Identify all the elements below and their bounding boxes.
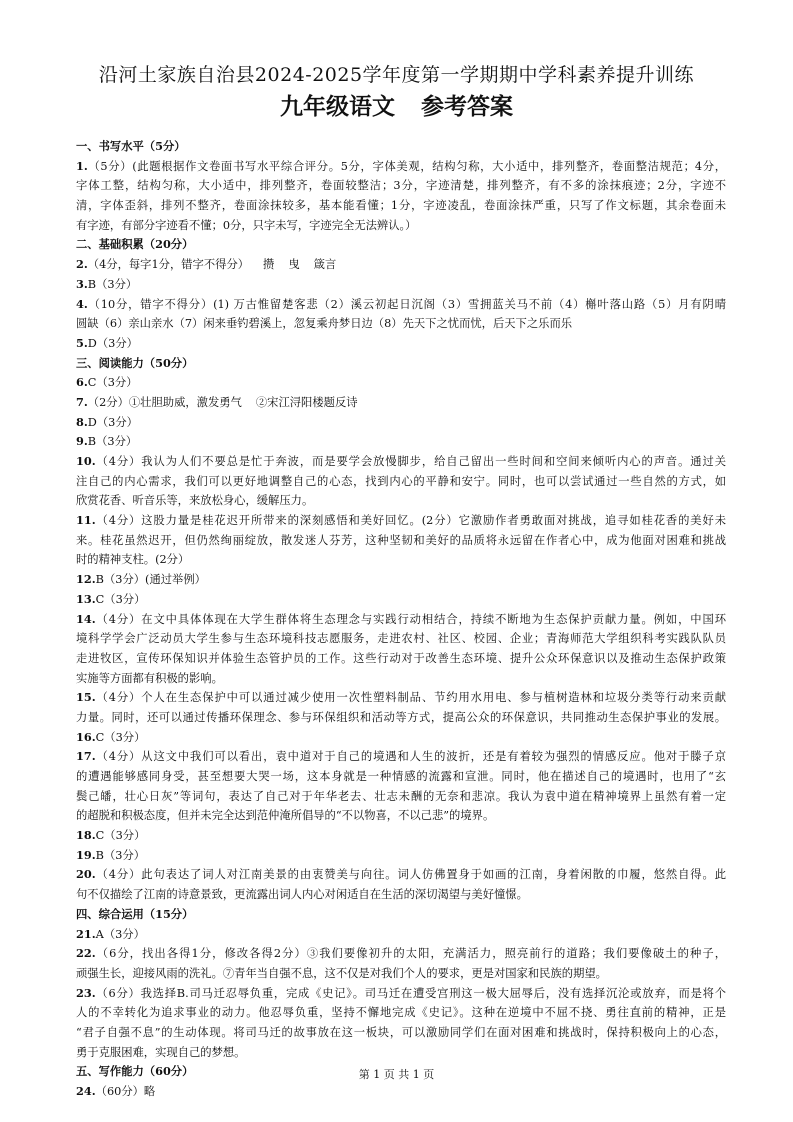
question-number: 9. — [76, 434, 88, 449]
answer-text: （4分）个人在生态保护中可以通过减少使用一次性塑料制品、节约用水用电、参与植树造林和垃圾分类等行动来贡献 — [95, 691, 726, 705]
question-number: 4. — [76, 296, 88, 311]
answer-text: “君子自强不息”的生动体现。将司马迁的故事放在这一板块，可以激励同学们在面对困难和挑战时，保持积极向上的心态， — [76, 1025, 726, 1039]
section-title: 一、书写水平（5分） — [76, 139, 186, 153]
answer-line — [76, 314, 726, 334]
answer-text: （4分）在文中具体体现在大学生群体将生态理念与实践行动相结合，持续不断地为生态保护贡献力量。例如，中国环 — [95, 612, 726, 626]
answer-line — [76, 767, 726, 787]
answer-line — [76, 531, 726, 551]
answer-line — [76, 255, 726, 275]
answer-word: ②宋江浔阳楼题反诗 — [255, 395, 358, 409]
answer-line — [76, 511, 726, 531]
answer-text: （4分）此句表达了词人对江南美景的由衷赞美与向往。词人仿佛置身于如画的江南，身着闲散的巾履，悠然自得。此 — [95, 868, 726, 882]
answer-line — [76, 393, 726, 413]
answer-text: （6分，找出各得1分，修改各得2分）③我们要像初升的太阳，充满活力，照亮前行的道路；我们要像破土的种子， — [95, 947, 726, 961]
answer-text: 有字迹，有部分字迹看不懂；0分，只字未写，字迹完全无法辨认。） — [76, 218, 417, 232]
answer-line — [76, 550, 726, 570]
question-number: 5. — [76, 335, 88, 350]
answer-line — [76, 964, 726, 984]
answer-line — [76, 275, 726, 295]
answer-text: 圆缺（6）亲山亲水（7）闲来垂钓碧溪上，忽复乘舟梦日边（8）先天下之忧而忧，后天下之乐而乐 — [76, 317, 573, 331]
question-number: 10. — [76, 454, 96, 468]
section-heading — [76, 354, 726, 374]
answer-text: B（3分） — [95, 848, 146, 862]
answer-line — [76, 885, 726, 905]
answer-text: （4分）我认为人们不要总是忙于奔波，而是要学会放慢脚步，给自己留出一些时间和空间来倾听内心的声音。通过关 — [95, 455, 726, 468]
document-subtitle — [0, 88, 793, 121]
answer-line — [76, 688, 726, 708]
answer-text: 的超脱和积极态度，但并未完全达到范仲淹所倡导的“不以物喜，不以己悲”的境界。 — [76, 809, 495, 823]
question-number: 6. — [76, 375, 88, 390]
answer-line — [76, 413, 726, 433]
answer-text: A（3分） — [95, 927, 145, 941]
answer-line — [76, 1003, 726, 1023]
answer-text: C（3分） — [87, 376, 138, 390]
answer-text: D（3分） — [87, 336, 138, 350]
answer-text: 的遭遇能够感同身受，甚至想要大哭一场，这本身就是一种情感的流露和宣泄。同时，他在描述自己的境遇时，也用了“玄 — [76, 770, 726, 783]
answer-line — [76, 708, 726, 728]
answer-line — [76, 865, 726, 885]
question-number: 12. — [76, 572, 96, 587]
page-footer: 第 1 页 共 1 页 — [358, 1068, 435, 1081]
document-title: 沿河土家族自治县2024-2025学年度第一学期期中学科素养提升训练 — [98, 64, 695, 86]
answer-text: 勇于克服困难，实现自己的梦想。 — [76, 1045, 246, 1059]
answer-line — [76, 452, 726, 472]
answer-word: 箴言 — [313, 258, 337, 272]
answer-text: 句不仅描绘了江南的诗意景致，更流露出词人内心对闲适自在生活的深切渴望与美好憧憬。 — [76, 888, 528, 902]
answer-line — [76, 373, 726, 393]
question-number: 13. — [76, 591, 96, 606]
section-heading — [76, 235, 726, 255]
answer-line — [76, 491, 726, 511]
answer-line — [76, 1023, 726, 1043]
answer-line — [76, 984, 726, 1004]
answer-text: （2分）①壮胆助威，激发勇气 — [87, 395, 242, 409]
answer-line — [76, 1043, 726, 1063]
question-number: 18. — [76, 828, 96, 843]
answer-text: 鬓己皤，壮心日灰”等词句，表达了自己对于年华老去、壮志未酬的无奈和悲凉。我认为袁中道在精神境界上虽然有着一定 — [76, 789, 726, 803]
answer-line — [76, 432, 726, 452]
answer-text: 时的精神支柱。(2分） — [76, 553, 190, 567]
answer-content — [76, 137, 726, 1102]
question-number: 21. — [76, 926, 96, 941]
answer-line — [76, 629, 726, 649]
answer-text: 清，字体歪斜，排列不整齐，卷面涂抹较多，基本能看懂；1分，字迹凌乱，卷面涂抹严重，只写了作文标题，其余卷面未 — [76, 199, 726, 213]
answer-line — [76, 610, 726, 630]
answer-text: 境科学学会广泛动员大学生参与生态环境科技志愿服务，走进农村、社区、校园、企业；青海师范大学组织科考实践队队员 — [76, 632, 726, 646]
section-title: 三、阅读能力（50分） — [76, 355, 194, 370]
answer-text: 人的不幸转化为追求事业的动力。他忍辱负重，坚持不懈地完成《史记》。这种在逆境中不屈不挠、勇往直前的精神，正是 — [76, 1006, 726, 1020]
subtitle-grade: 九年级语文 — [280, 93, 395, 120]
section-title: 五、写作能力（60分） — [76, 1064, 194, 1079]
answer-text: （6分）我选择B.司马迁忍辱负重，完成《史记》。司马迁在遭受宫刑这一极大屈辱后，没有选择沉沦或放弃，而是将个 — [95, 986, 726, 1000]
answer-text: 注自己的内心需求，我们可以更好地调整自己的心态，找到内心的平静和安宁。同时，也可以尝试通过一些自然的方式，如 — [76, 474, 726, 488]
answer-word: 攒 — [263, 258, 275, 272]
section-title: 二、基础积累（20分） — [76, 237, 194, 252]
question-number: 8. — [76, 414, 88, 429]
question-number: 7. — [76, 394, 88, 409]
answer-text: 顽强生长，迎接风雨的洗礼。⑦青年当自强不息，这不仅是对我们个人的要求，更是对国家和民族的期望。 — [76, 966, 607, 980]
answer-text: B（3分）(通过举例） — [95, 573, 206, 587]
answer-text: C（3分） — [95, 592, 146, 606]
answer-text: 欣赏花香、听音乐等，来放松身心，缓解压力。 — [76, 494, 314, 508]
answer-text: B（3分） — [87, 435, 138, 449]
answer-text: 来。桂花虽然迟开，但仍然绚丽绽放，散发迷人芬芳，这种坚韧和美好的品质将永远留在作者心中，成为他面对困难和挑战 — [76, 533, 726, 547]
answer-line — [76, 590, 726, 610]
subtitle-answer-key: 参考答案 — [421, 93, 513, 120]
answer-line — [76, 669, 726, 689]
answer-line — [76, 157, 726, 177]
question-number: 15. — [76, 690, 96, 705]
question-number: 20. — [76, 867, 96, 882]
answer-line — [76, 472, 726, 492]
answer-line — [76, 196, 726, 216]
answer-line — [76, 925, 726, 945]
question-number: 24. — [76, 1084, 96, 1098]
answer-line — [76, 846, 726, 866]
section-title: 四、综合运用（15分） — [76, 906, 194, 921]
answer-line — [76, 944, 726, 964]
answer-text: （4分，每字1分，错字不得分） — [87, 258, 250, 272]
answer-line — [76, 826, 726, 846]
question-number: 14. — [76, 611, 96, 626]
answer-text: 实施等方面都有积极的影响。 — [76, 671, 223, 685]
answer-text: D（3分） — [87, 415, 138, 429]
answer-text: 力量。同时，还可以通过传播环保理念、参与环保组织和活动等方式，提高公众的环保意识，共同推动生态保护事业的发展。 — [76, 710, 726, 724]
answer-line — [76, 216, 726, 236]
answer-line — [76, 334, 726, 354]
answer-text: B（3分） — [87, 277, 138, 291]
answer-text: C（3分） — [95, 829, 146, 843]
answer-line — [76, 176, 726, 196]
answer-text: 字体工整，结构匀称，大小适中，排列整齐，卷面较整洁；3分，字迹清楚，排列整齐，有不多的涂抹痕迹；2分，字迹不 — [76, 179, 726, 193]
answer-line — [76, 1082, 726, 1102]
question-number: 3. — [76, 276, 88, 291]
question-number: 1. — [76, 158, 88, 173]
answer-word: 曳 — [288, 258, 300, 272]
answer-line — [76, 787, 726, 807]
answer-line — [76, 728, 726, 748]
question-number: 2. — [76, 257, 88, 272]
question-number: 19. — [76, 847, 96, 862]
answer-line — [76, 570, 726, 590]
question-number: 17. — [76, 749, 96, 764]
question-number: 22. — [76, 946, 96, 961]
answer-text: C（3分） — [95, 730, 146, 744]
answer-line — [76, 649, 726, 669]
answer-text: （60分）略 — [95, 1085, 156, 1098]
answer-text: （10分，错字不得分）(1) 万古惟留楚客悲（2）溪云初起日沉阁（3）雪拥蓝关马不前（4）槲叶落山路（5）月有阴晴 — [87, 297, 726, 311]
answer-line — [76, 295, 726, 315]
answer-text: （5分）(此题根据作文卷面书写水平综合评分。5分，字体美观，结构匀称，大小适中，排列整齐，卷面整洁规范；4分， — [87, 159, 726, 173]
section-heading — [76, 905, 726, 925]
answer-line — [76, 806, 726, 826]
answer-text: （4分）这股力量是桂花迟开所带来的深刻感悟和美好回忆。(2分）它激励作者勇敢面对挑战，追寻如桂花香的美好未 — [95, 514, 726, 528]
answer-text: 走进牧区，宣传环保知识并体验生态管护员的工作。这些行动对于改善生态环境、提升公众环保意识以及推动生态保护政策 — [76, 651, 726, 665]
question-number: 11. — [76, 513, 96, 528]
answer-line — [76, 747, 726, 767]
answer-text: （4分）从这文中我们可以看出，袁中道对于自己的境遇和人生的波折，还是有着较为强烈的情感反应。他对于滕子京 — [95, 750, 726, 764]
question-number: 16. — [76, 729, 96, 744]
question-number: 23. — [76, 985, 96, 1000]
section-heading — [76, 137, 726, 157]
